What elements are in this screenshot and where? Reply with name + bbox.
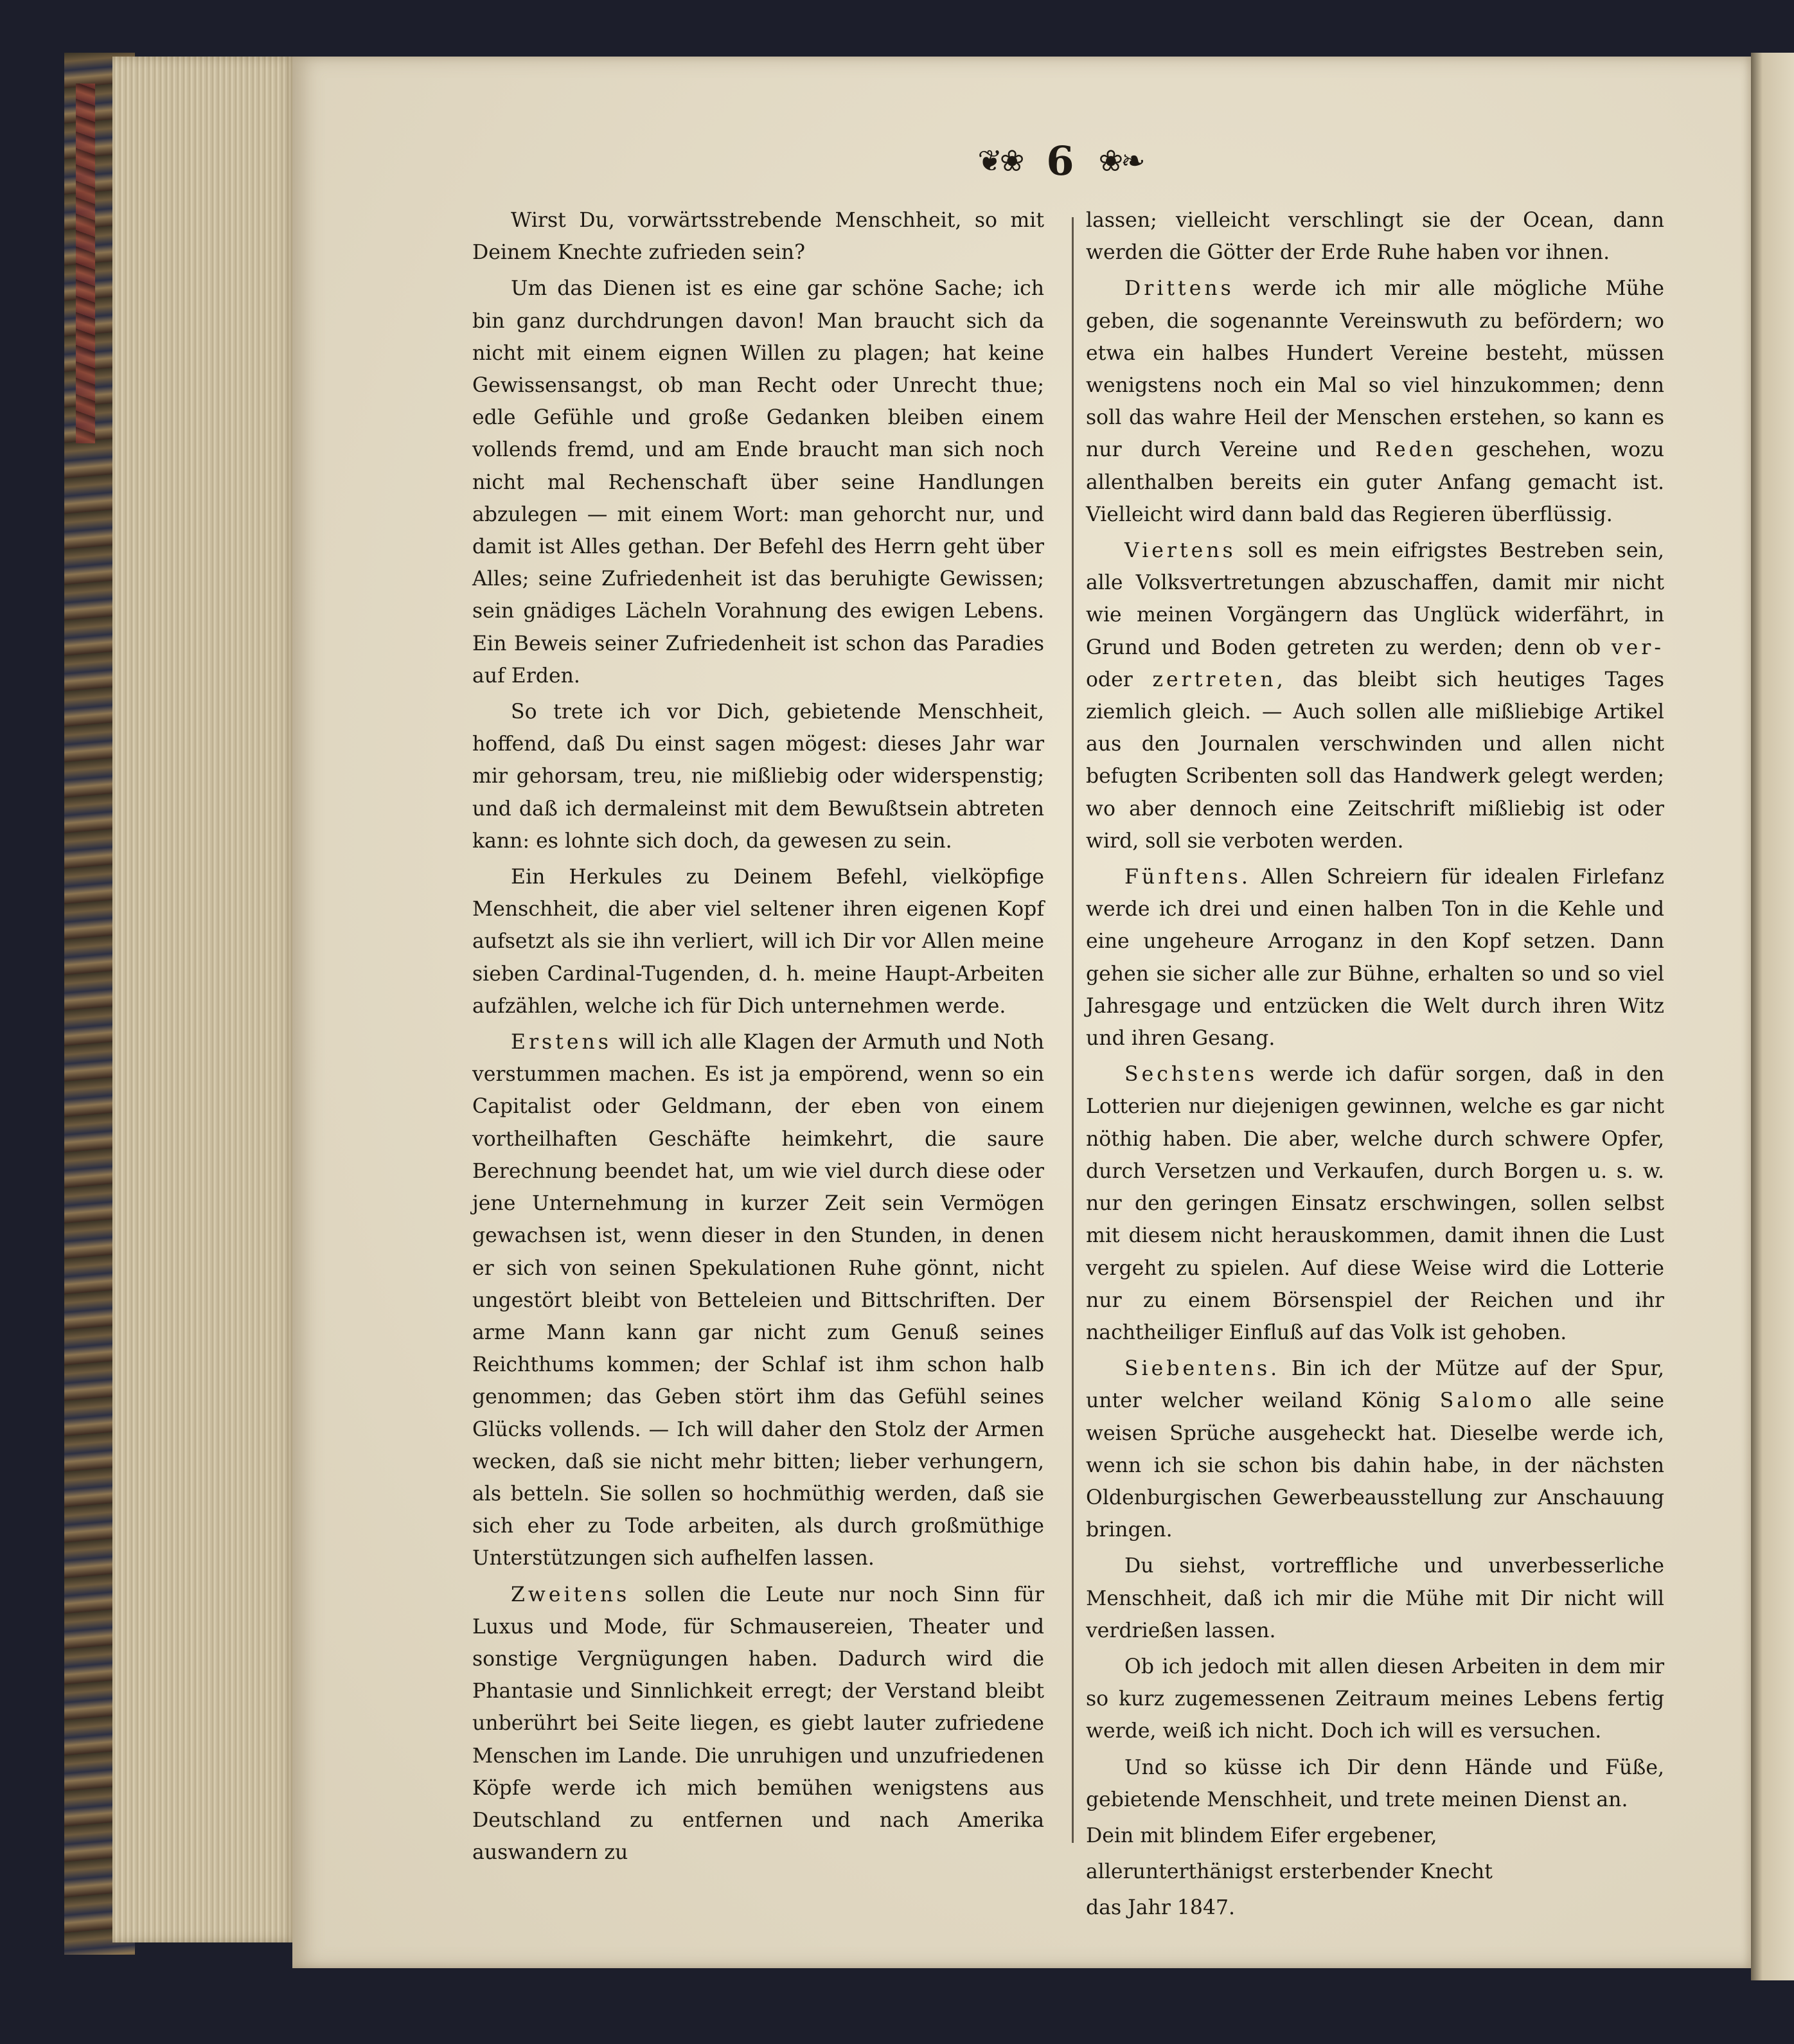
- emphasis-salomo: Salomo: [1439, 1389, 1535, 1413]
- signature-line: Dein mit blindem Eifer ergebener,: [1086, 1824, 1437, 1847]
- paragraph-body: oder: [1086, 668, 1153, 691]
- signature-line: allerunterthänigst ersterbender Knecht: [1086, 1860, 1493, 1884]
- emphasis-zertreten: zertreten: [1152, 668, 1277, 691]
- ornament-right-icon: ❀❧: [1098, 143, 1143, 178]
- paragraph-lead: Zweitens: [511, 1583, 630, 1606]
- left-column: [472, 204, 1044, 1872]
- paragraph: So trete ich vor Dich, gebietende Menschheit, hoffend, daß Du einst sagen mögest: dieses Jahr war mir gehorsam, treu, nie mißliebig oder widerspenstig; und daß ich dermaleinst mit dem Bewußtsein abtreten kann: es lohnte sich doch, da gewesen zu sein.: [472, 700, 1044, 853]
- paragraph-zweitens: [472, 1579, 1044, 1869]
- paragraph-body: . Allen Schreiern für idealen Firlefanz werde ich drei und einen halben Ton in die Kehle und eine ungeheure Arroganz in den Kopf setzen. Dann gehen sie sicher alle zur Bühne, erhalten so und so viel Jahresgage und entzücken die Welt durch ihren Witz und ihren Gesang.: [1086, 866, 1664, 1051]
- paragraph-lead: Erstens: [511, 1031, 612, 1054]
- page-header: [925, 138, 1195, 183]
- signature-year: das Jahr 1847.: [1086, 1896, 1236, 1920]
- paragraph-body: geschehen, wozu allenthalben bereits ein guter Anfang gemacht ist. Vielleicht wird dann bald das Regieren überflüssig.: [1086, 438, 1664, 526]
- facing-page-edge: [1751, 53, 1794, 1980]
- emphasis-ver: ver-: [1611, 635, 1664, 659]
- paragraph: Ein Herkules zu Deinem Befehl, vielköpfige Menschheit, die aber viel seltener ihren eigenen Kopf aufsetzt als sie ihn verliert, will ich Dir vor Allen meine sieben Cardinal-Tugenden, d. h. meine Haupt-Arbeiten aufzählen, welche ich für Dich unternehmen werde.: [472, 866, 1044, 1018]
- paragraph-body: sollen die Leute nur noch Sinn für Luxus und Mode, für Schmausereien, Theater und sonstige Vergnügungen haben. Dadurch wird die Phantasie und Sinnlichkeit erregt; der Verstand bleibt unberührt bei Seite liegen, es giebt lauter zufriedene Menschen im Lande. Die unruhigen und unzufriedenen Köpfe werde ich mich bemühen wenigstens aus Deutschland zu entfernen und nach Amerika auswandern zu: [472, 1583, 1044, 1865]
- paragraph-erstens: [472, 1026, 1044, 1574]
- paragraph-siebentens: [1086, 1353, 1664, 1546]
- paragraph-fuenftens: [1086, 861, 1664, 1054]
- paragraph-lead: Sechstens: [1124, 1063, 1258, 1087]
- page-number: 6: [1046, 137, 1074, 184]
- paragraph-lead: Viertens: [1124, 539, 1236, 563]
- paragraph-body: werde ich mir alle mögliche Mühe geben, die sogenannte Vereinswuth zu befördern; wo etwa ein halbes Hundert Vereine besteht, müssen wenigstens noch ein Mal so viel hinzukommen; denn soll das wahre Heil der Menschen erstehen, so kann es nur durch Vereine und: [1086, 277, 1664, 462]
- marbled-endpaper: [76, 84, 95, 443]
- paragraph-body: werde ich dafür sorgen, daß in den Lotterien nur diejenigen gewinnen, welche es gar nicht nöthig haben. Die aber, welche durch schwere Opfer, durch Versetzen und Verkaufen, durch Borgen u. s. w. nur den geringen Einsatz erschwingen, sollen selbst mit diesem nicht herauskommen, damit ihnen die Lust vergeht zu spielen. Auf diese Weise wird die Lotterie nur zu einem Börsenspiel der Reichen und ihr nachtheiliger Einfluß auf das Volk ist gehoben.: [1086, 1063, 1664, 1344]
- right-column: [1086, 204, 1664, 1928]
- paragraph-lead: Siebentens: [1124, 1357, 1271, 1381]
- paragraph: Um das Dienen ist es eine gar schöne Sache; ich bin ganz durchdrungen davon! Man braucht sich da nicht mit einem eignen Willen zu plagen; hat keine Gewissensangst, ob man Recht oder Unrecht thue; edle Gefühle und große Gedanken bleiben einem vollends fremd, und am Ende braucht man sich noch nicht mal Rechenschaft über seine Handlungen abzulegen — mit einem Wort: man gehorcht nur, und damit ist Alles gethan. Der Befehl des Herrn geht über Alles; seine Zufriedenheit ist das beruhigte Gewissen; sein gnädiges Lächeln Vorahnung des ewigen Lebens. Ein Beweis seiner Zufriedenheit ist schon das Paradies auf Erden.: [472, 277, 1044, 688]
- column-divider: [1072, 217, 1074, 1843]
- paragraph-lead: Fünftens: [1124, 866, 1241, 889]
- paragraph-body: will ich alle Klagen der Armuth und Noth verstummen machen. Es ist ja empörend, wenn so ein Capitalist oder Geldmann, der eben von einem vortheilhaften Geschäfte heimkehrt, die saure Berechnung beendet hat, um wie viel durch diese oder jene Unternehmung in kurzer Zeit sein Vermögen gewachsen ist, wenn dieser in den Stunden, in denen er sich von seinen Spekulationen Ruhe gönnt, nicht ungestört bleibt von Betteleien und Bittschriften. Der arme Mann kann gar nicht zum Genuß seines Reichthums kommen; der Schlaf ist ihm schon halb genommen; das Geben stört ihm das Gefühl seines Glücks vollends. — Ich will daher den Stolz der Armen wecken, daß sie nicht mehr bitten; lieber verhungern, als betteln. Sie sollen so hochmüthig werden, daß sie sich eher zu Tode arbeiten, als durch großmüthige Unterstützungen sich aufhelfen lassen.: [472, 1031, 1044, 1570]
- paragraph: lassen; vielleicht verschlingt sie der Ocean, dann werden die Götter der Erde Ruhe haben vor ihnen.: [1086, 209, 1664, 265]
- paragraph: Wirst Du, vorwärtsstrebende Menschheit, so mit Deinem Knechte zufrieden sein?: [472, 209, 1044, 265]
- paragraph-body: , das bleibt sich heutiges Tages ziemlich gleich. — Auch sollen alle mißliebige Artikel aus den Journalen verschwinden und allen nicht befugten Scribenten soll das Handwerk gelegt werden; wo aber dennoch eine Zeitschrift mißliebig ist oder wird, soll sie verboten werden.: [1086, 668, 1665, 853]
- page-stack-edge: [112, 57, 299, 1942]
- paragraph-lead: Drittens: [1124, 277, 1234, 301]
- paragraph: Du siehst, vortreffliche und unverbesserliche Menschheit, daß ich mir die Mühe mit Dir nicht will verdrießen lassen.: [1086, 1554, 1664, 1642]
- paragraph: Und so küsse ich Dir denn Hände und Füße, gebietende Menschheit, und trete meinen Dienst an.: [1086, 1755, 1664, 1811]
- paragraph-drittens: [1086, 272, 1664, 531]
- emphasis-reden: Reden: [1375, 438, 1457, 462]
- paragraph-viertens: [1086, 535, 1664, 857]
- paragraph-body: soll es mein eifrigstes Bestreben sein, alle Volksvertretungen abzuschaffen, damit mir nicht wie meinen Vorgängern das Unglück widerfährt, in Grund und Boden getreten zu werden; denn ob: [1086, 539, 1664, 659]
- paragraph: Ob ich jedoch mit allen diesen Arbeiten in dem mir so kurz zugemessenen Zeitraum meines Lebens fertig werde, weiß ich nicht. Doch ich will es versuchen.: [1086, 1655, 1664, 1743]
- paragraph-body: alle seine weisen Sprüche ausgeheckt hat. Dieselbe werde ich, wenn ich sie schon bis dahin habe, in der nächsten Oldenburgischen Gewerbeausstellung zur Anschauung bringen.: [1086, 1389, 1664, 1542]
- paragraph-sechstens: [1086, 1058, 1664, 1349]
- ornament-left-icon: ❦❀: [977, 143, 1022, 178]
- paragraph-body: . Bin ich der Mütze auf der Spur, unter welcher weiland König: [1086, 1357, 1664, 1413]
